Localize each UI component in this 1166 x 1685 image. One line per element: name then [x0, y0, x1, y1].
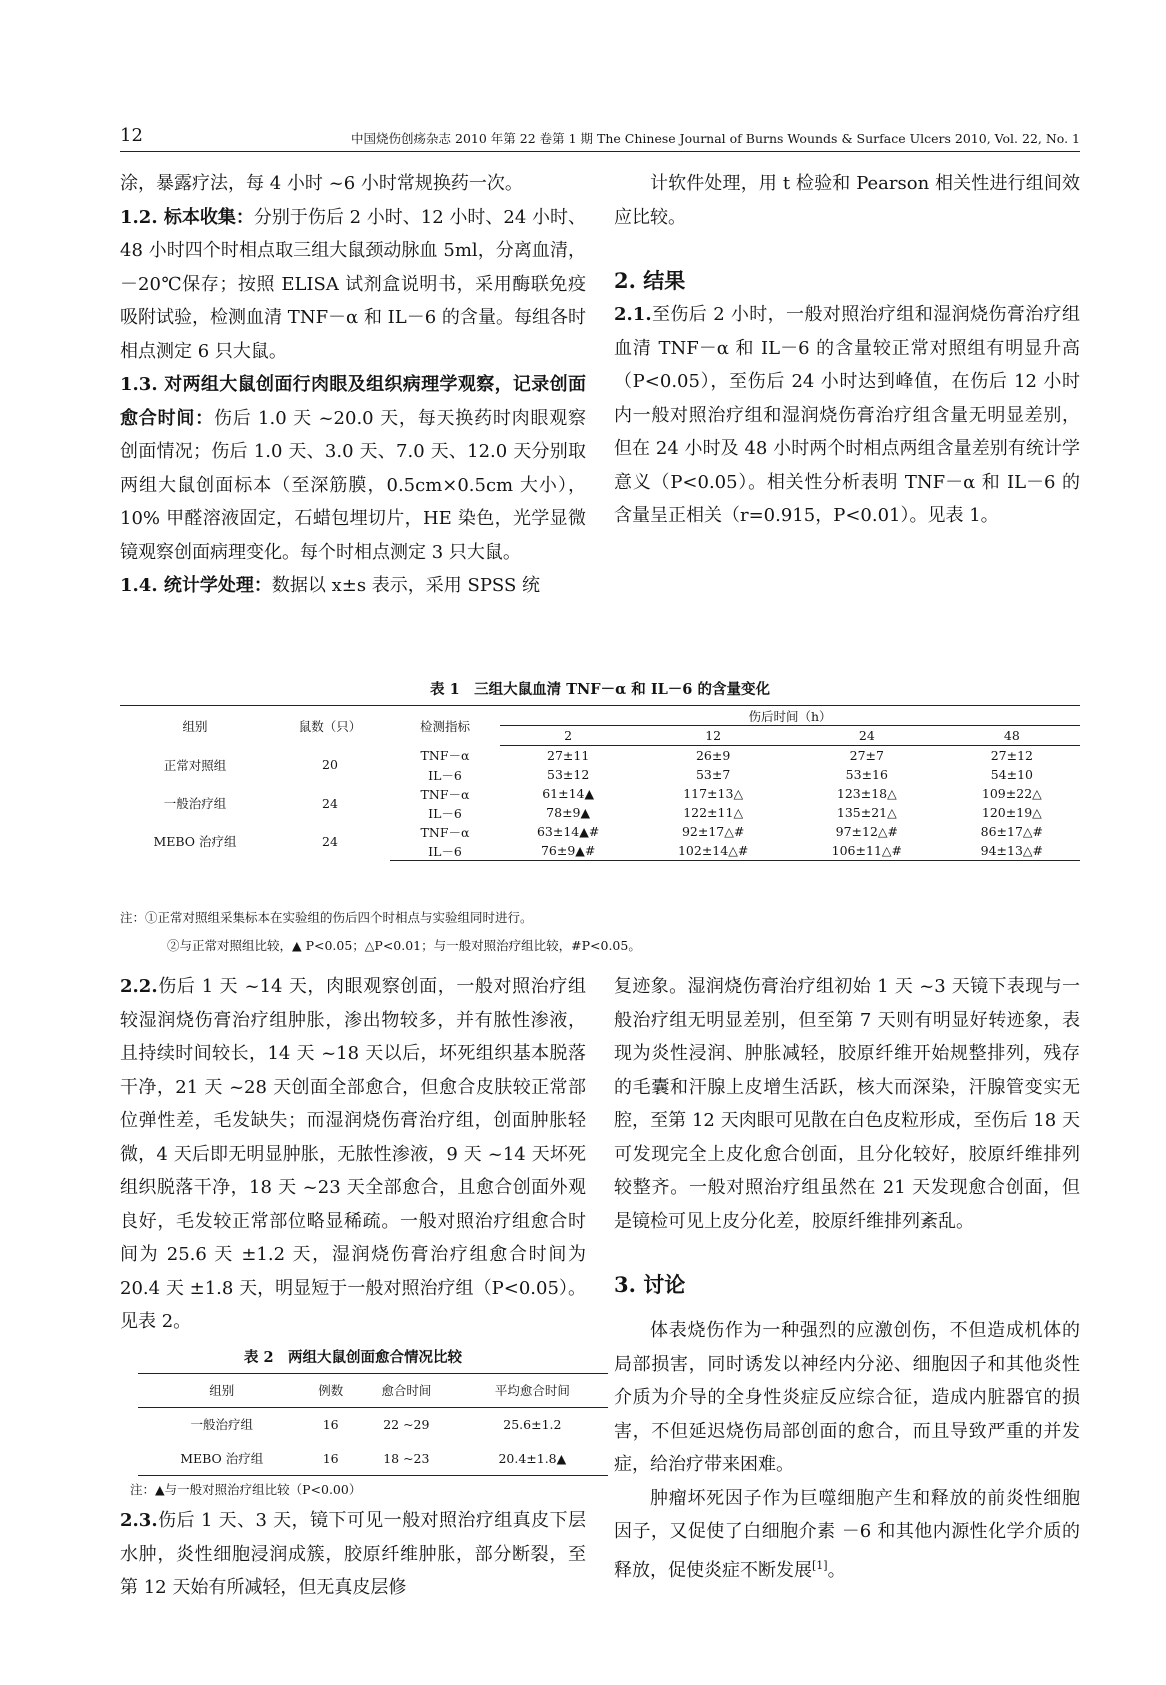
page-number: 12	[120, 125, 143, 146]
section-label: 1.3. 对两组大鼠创面行肉眼及组织病理学观察，记录创面愈合时间：	[120, 374, 586, 429]
table-row	[138, 1442, 608, 1476]
running-title: 中国烧伤创疡杂志 2010 年第 22 卷第 1 期 The Chinese Journal of Burns Wounds & Surface Ulcers 2010, Vol. 22, No. 1	[351, 131, 1080, 146]
section-1-4: 1.4. 统计学处理：数据以 x±s 表示，采用 SPSS 统	[120, 575, 541, 596]
cell: 120±19△	[981, 805, 1042, 820]
table-row	[138, 1408, 608, 1442]
table2-caption: 表 2 两组大鼠创面愈合情况比较	[243, 1348, 463, 1366]
table1-note-2: ②与正常对照组比较，▲ P<0.05；△P<0.01；与一般对照治疗组比较，#P<0.05。	[167, 938, 641, 953]
header-time-48: 48	[944, 726, 1080, 746]
cell: 135±21△	[836, 805, 897, 820]
table-row	[120, 822, 1080, 841]
cell: 86±17△#	[980, 824, 1044, 839]
indicator: TNF－α	[420, 824, 470, 840]
cell: 53±7	[695, 767, 731, 782]
cell: 123±18△	[836, 786, 897, 801]
table1-caption: 表 1 三组大鼠血清 TNF－α 和 IL－6 的含量变化	[430, 681, 770, 698]
header-healing-time: 愈合时间	[356, 1373, 457, 1408]
header-time-24: 24	[790, 726, 944, 746]
indicator: TNF－α	[420, 786, 470, 802]
cell: 61±14▲	[542, 786, 595, 801]
table1	[120, 705, 1080, 861]
cell: 54±10	[990, 767, 1033, 782]
right-column-top	[614, 167, 1080, 533]
cell: 102±14△#	[636, 841, 790, 861]
group-name: 正常对照组	[163, 757, 227, 773]
cell: 109±22△	[981, 786, 1042, 801]
group-name: 一般治疗组	[163, 796, 227, 811]
header-time: 伤后时间（h）	[500, 706, 1080, 726]
header-time-12: 12	[636, 726, 790, 746]
table2	[138, 1373, 608, 1477]
section-label: 2.2.	[120, 976, 158, 997]
section-2-2: 2.2.伤后 1 天 ~14 天，肉眼观察创面，一般对照治疗组较湿润烧伤膏治疗组肿胀，渗出物较多，并有脓性渗液，且持续时间较长，14 天 ~18 天以后，坏死组织基本脱落干净，21 天 ~28 天创面全部愈合，但愈合皮肤较正常部位弹性差，毛发缺失；而湿润烧伤膏治疗组，创面肿胀轻微，4 天后即无明显肿胀，无脓性渗液，9 天 ~14 天坏死组织脱落干净，18 天 ~23 天全部愈合，且愈合创面外观良好，毛发较正常部位略显稀疏。一般对照治疗组愈合时间为 25.6 天 ±1.2 天，湿润烧伤膏治疗组愈合时间为 20.4 天 ±1.8 天，明显短于一般对照治疗组（P<0.05）。见表 2。	[120, 976, 586, 1332]
cell: 22 ~29	[383, 1417, 430, 1432]
right-column-bottom	[614, 970, 1080, 1587]
left-column-bottom	[120, 970, 586, 1605]
cell: 16	[305, 1442, 355, 1476]
header-count: 鼠数（只）	[270, 706, 390, 746]
table1-note-1: 注：①正常对照组采集标本在实验组的伤后四个时相点与实验组同时进行。	[120, 910, 533, 925]
cell: 106±11△#	[790, 841, 944, 861]
table-row	[120, 784, 1080, 803]
indicator: IL－6	[390, 841, 500, 861]
group-n: 20	[322, 757, 338, 773]
section-label: 1.2. 标本收集：	[120, 206, 254, 228]
group-n: 24	[322, 833, 338, 849]
cell: 27±12	[990, 748, 1033, 763]
header-group: 组别	[120, 706, 270, 746]
section-3-title: 3. 讨论	[614, 1272, 686, 1297]
paragraph: 涂，暴露疗法，每 4 小时 ~6 小时常规换药一次。	[120, 173, 523, 194]
indicator: IL－6	[428, 767, 462, 783]
group-n: 24	[322, 795, 338, 811]
citation: [1]	[812, 1558, 828, 1572]
paragraph: 复迹象。湿润烧伤膏治疗组初始 1 天 ~3 天镜下表现与一般治疗组无明显差别，但至第 7 天则有明显好转迹象，表现为炎性浸润、肿胀减轻，胶原纤维开始规整排列，残存的毛囊和汗腺上皮增生活跃，核大而深染，汗腺管变实无腔，至第 12 天肉眼可见散在白色皮粒形成，至伤后 18 天可发现完全上皮化愈合创面，且分化较好，胶原纤维排列较整齐。一般对照治疗组虽然在 21 天发现愈合创面，但是镜检可见上皮分化差，胶原纤维排列紊乱。	[614, 976, 1080, 1232]
paragraph: 体表烧伤作为一种强烈的应激创伤，不但造成机体的局部损害，同时诱发以神经内分泌、细胞因子和其他炎性介质为介导的全身性炎症反应综合征，造成内脏器官的损害，不但延迟烧伤局部创面的愈合，而且导致严重的并发症，给治疗带来困难。	[614, 1320, 1080, 1475]
header-mean-healing-time: 平均愈合时间	[457, 1373, 608, 1408]
cell: 27±11	[547, 748, 590, 763]
cell: 94±13△#	[944, 841, 1080, 861]
cell: 92±17△#	[681, 824, 745, 839]
section-1-3: 1.3. 对两组大鼠创面行肉眼及组织病理学观察，记录创面愈合时间：伤后 1.0 天 ~20.0 天，每天换药时肉眼观察创面情况；伤后 1.0 天、3.0 天、7.0 天、12.0 天分别取两组大鼠创面标本（至深筋膜，0.5cm×0.5cm 大小），10% 甲醛溶液固定，石蜡包埋切片，HE 染色，光学显微镜观察创面病理变化。每个时相点测定 3 只大鼠。	[120, 374, 587, 563]
cell: 16	[322, 1417, 339, 1432]
cell: 78±9▲	[546, 805, 591, 820]
table-row	[120, 746, 1080, 766]
cell: MEBO 治疗组	[138, 1442, 305, 1476]
header-indicator: 检测指标	[390, 706, 500, 746]
cell: 117±13△	[683, 786, 744, 801]
indicator: IL－6	[428, 805, 462, 821]
section-1-2: 1.2. 标本收集：分别于伤后 2 小时、12 小时、24 小时、48 小时四个时相点取三组大鼠颈动脉血 5ml，分离血清，－20℃保存；按照 ELISA 试剂盒说明书，采用酶联免疫吸附试验，检测血清 TNF－α 和 IL－6 的含量。每组各时相点测定 6 只大鼠。	[120, 206, 587, 362]
cell: 53±16	[845, 767, 888, 782]
cell: 18 ~23	[356, 1442, 457, 1476]
cell: 27±7	[849, 748, 884, 763]
cell: 76±9▲#	[500, 841, 636, 861]
cell: 20.4±1.8▲	[457, 1442, 608, 1476]
cell: 63±14▲#	[536, 824, 600, 839]
cell: 122±11△	[683, 805, 744, 820]
section-2-title: 2. 结果	[614, 268, 686, 293]
header-cases: 例数	[305, 1373, 355, 1408]
cell: 一般治疗组	[190, 1417, 253, 1432]
section-2-1: 2.1.至伤后 2 小时，一般对照治疗组和湿润烧伤膏治疗组血清 TNF－α 和 IL－6 的含量较正常对照组有明显升高（P<0.05），至伤后 24 小时达到峰值，在伤后 12 小时内一般对照治疗组和湿润烧伤膏治疗组含量无明显差别，但在 24 小时及 48 小时两个时相点两组含量差别有统计学意义（P<0.05）。相关性分析表明 TNF－α 和 IL－6 的含量呈正相关（r=0.915，P<0.01）。见表 1。	[614, 304, 1080, 526]
left-column-top	[120, 167, 586, 603]
section-label: 1.4. 统计学处理：	[120, 575, 272, 596]
section-2-3: 2.3.伤后 1 天、3 天，镜下可见一般对照治疗组真皮下层水肿，炎性细胞浸润成簇，胶原纤维肿胀，部分断裂，至第 12 天始有所减轻，但无真皮层修	[120, 1510, 586, 1598]
cell: 25.6±1.2	[503, 1417, 562, 1432]
section-label: 2.1.	[614, 304, 652, 325]
group-name: MEBO 治疗组	[153, 834, 237, 850]
page-header	[120, 125, 1080, 152]
paragraph: 计软件处理，用 t 检验和 Pearson 相关性进行组间效应比较。	[614, 173, 1080, 228]
paragraph: 肿瘤坏死因子作为巨噬细胞产生和释放的前炎性细胞因子，又促使了白细胞介素 －6 和其他内源性化学介质的释放，促使炎症不断发展[1]。	[614, 1487, 1080, 1581]
cell: 53±12	[547, 767, 590, 782]
cell: 26±9	[695, 748, 731, 763]
header-group: 组别	[138, 1373, 305, 1408]
header-time-2: 2	[500, 726, 636, 746]
section-label: 2.3.	[120, 1510, 158, 1531]
table2-note: 注：▲与一般对照治疗组比较（P<0.00）	[130, 1482, 362, 1497]
indicator: TNF－α	[420, 748, 470, 764]
cell: 97±12△#	[835, 824, 899, 839]
